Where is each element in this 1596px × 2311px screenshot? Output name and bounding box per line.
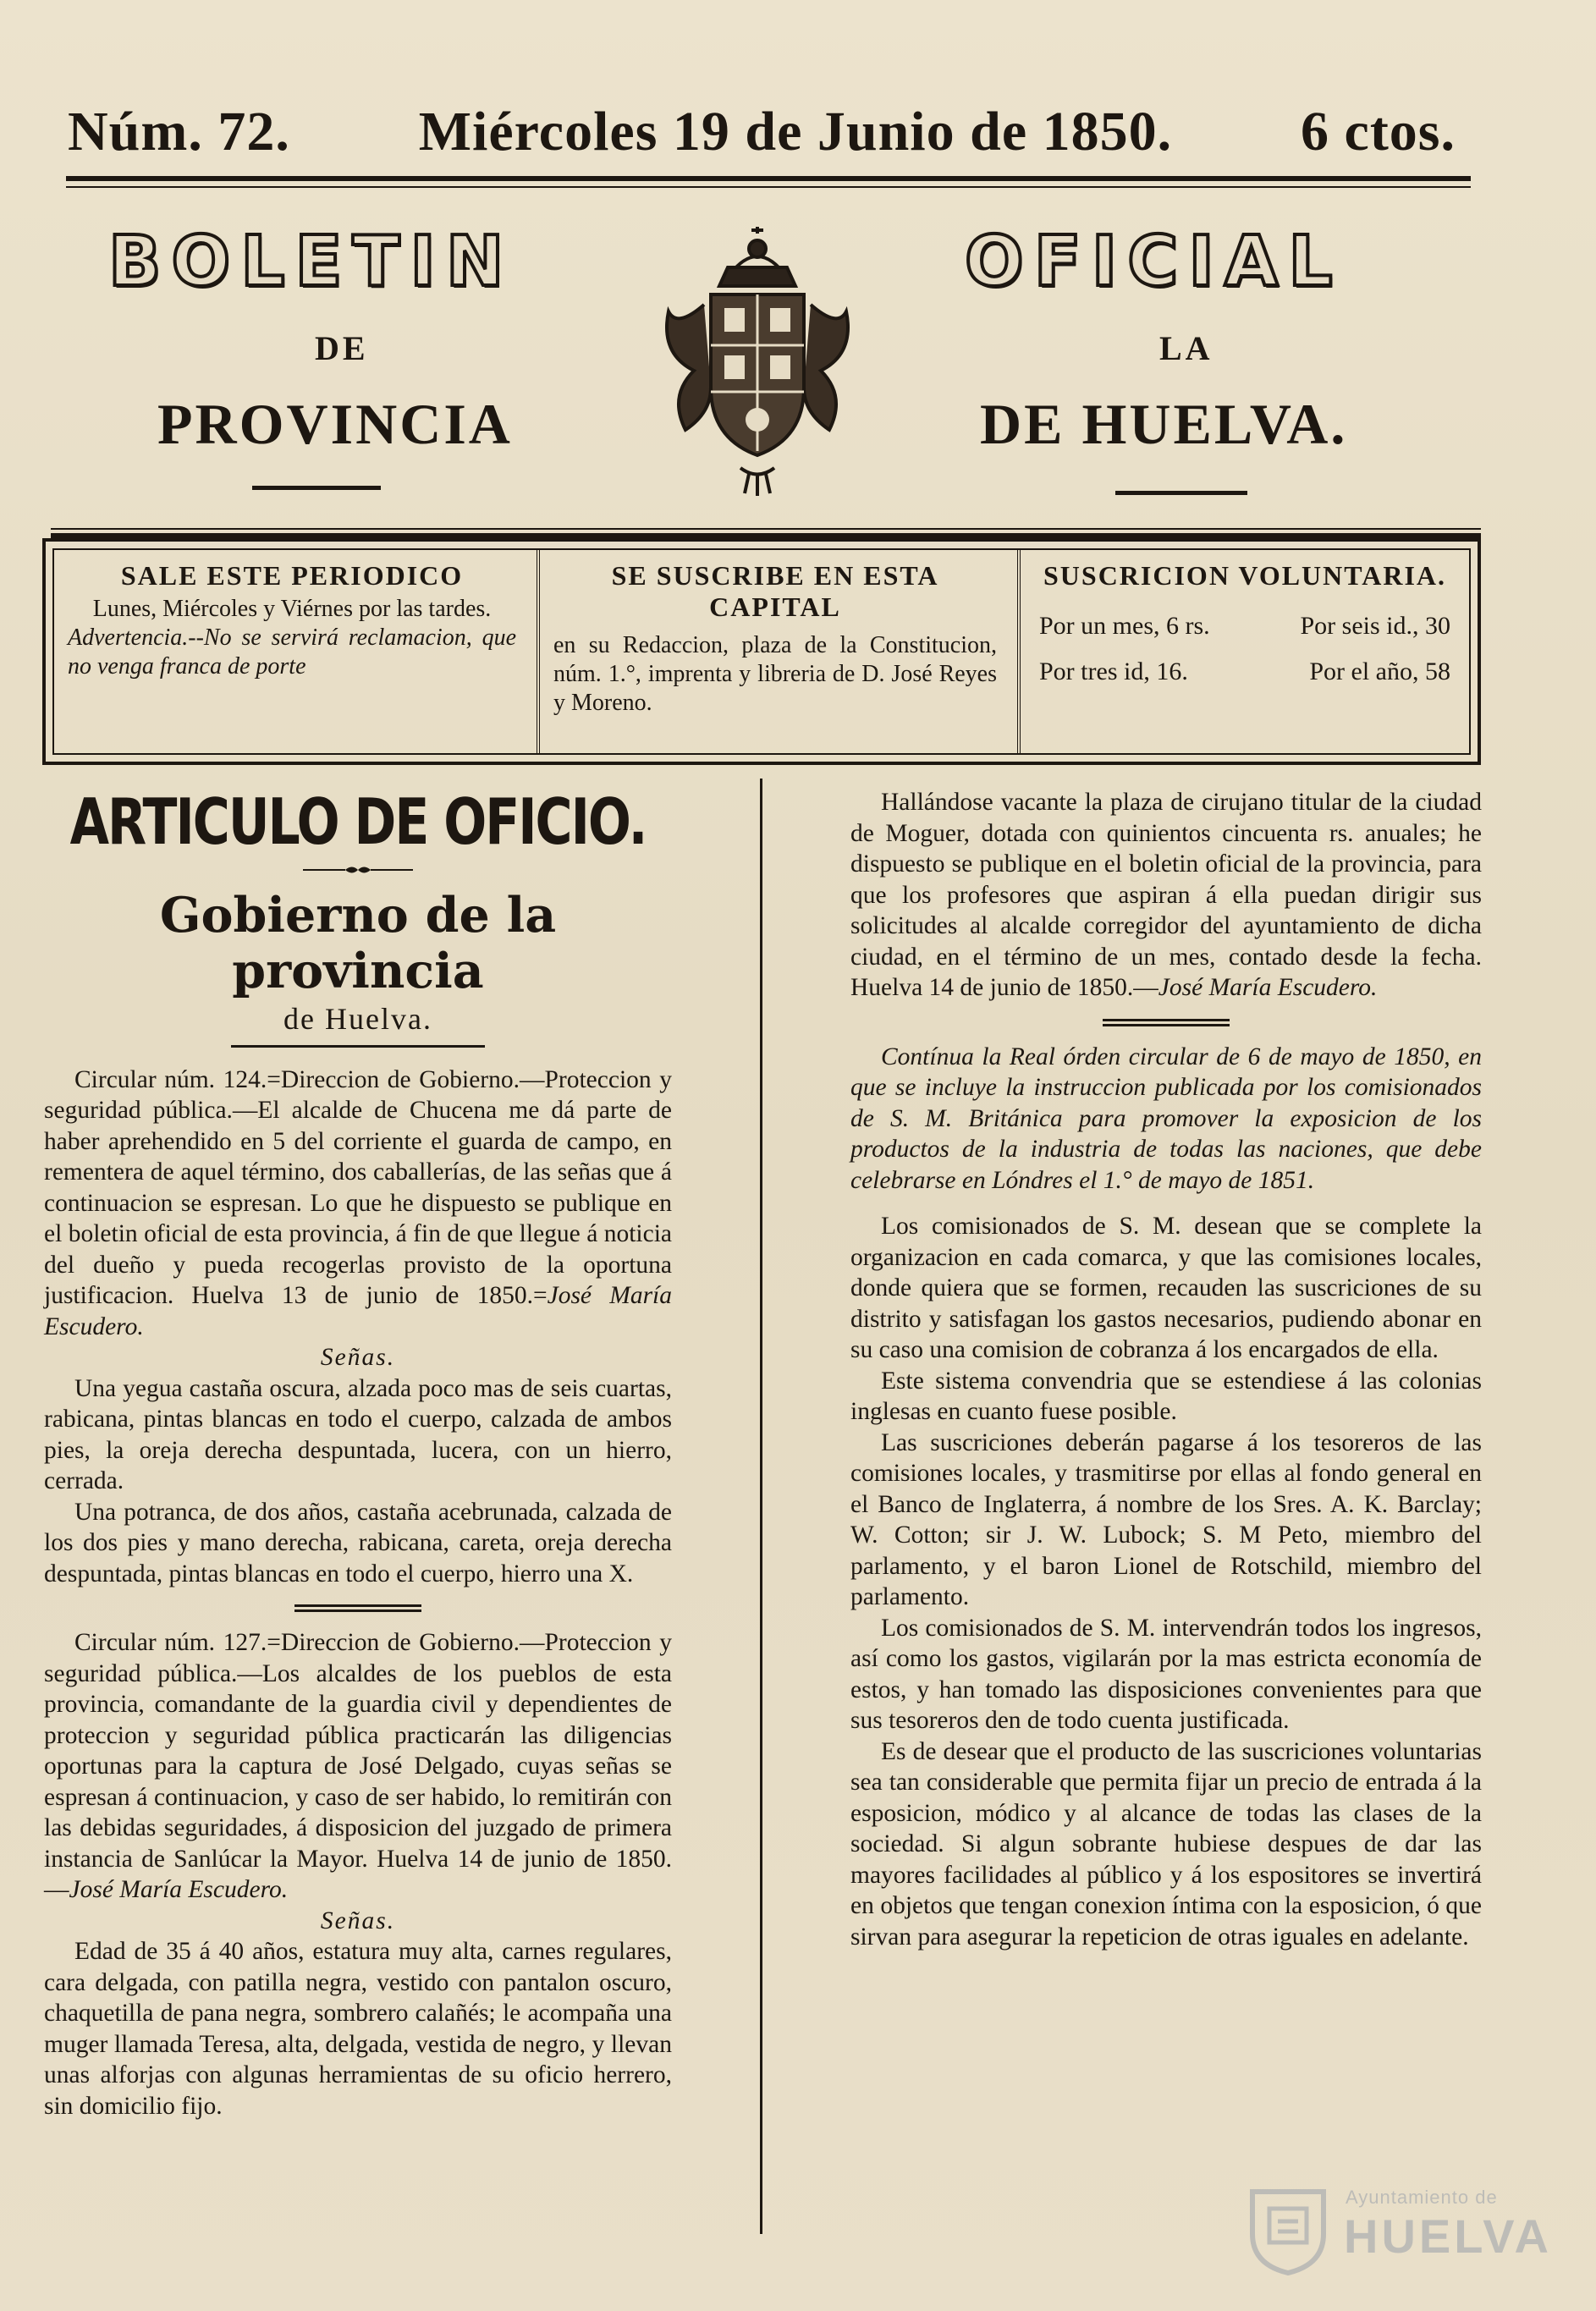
schedule-days: Lunes, Miércoles y Viérnes por las tardes.: [92, 596, 492, 622]
senas-heading-2: Señas.: [320, 1907, 396, 1934]
senas-potranca: Una potranca, de dos años, castaña acebrunada, calzada de los dos pies y mano derecha, rabicana, careta, oreja derecha despuntada, pintas blancas en todo el cuerpo, hierro una X.: [44, 1498, 672, 1587]
price-row-2: [1034, 649, 1456, 695]
subscription-info-box: [42, 538, 1481, 765]
masthead-provincia: PROVINCIA: [157, 392, 513, 456]
issue-date: Miércoles 19 de Junio de 1850.: [418, 101, 1173, 162]
price-six-months: Por seis id., 30: [1300, 612, 1450, 640]
location-heading: SE SUSCRIBE EN ESTA CAPITAL: [611, 560, 939, 622]
circular-124: [44, 1065, 672, 1343]
ayuntamiento-watermark: [1244, 2183, 1552, 2285]
senas-jose-delgado: Edad de 35 á 40 años, estatura muy alta, carnes regulares, cara delgada, con patilla negra, vestido con pantalon oscuro, chaquetilla de pana negra, sombrero calañés; le acompaña una muger llamada Teresa, alta, delgada, vestida de negro, y llevan unas alforjas con algunas herramientas de su oficio herrero, sin domicilio fijo.: [44, 1938, 672, 2120]
circular-124-signature: José María Escudero.: [44, 1282, 673, 1340]
left-column: [44, 787, 672, 2121]
paragraph-ingresos: Los comisionados de S. M. intervendrán todos los ingresos, así como los gastos, vigilarán por la mas estricta economía de estos, y han tomado las disposiciones convenientes para que sus tesoreros den de todo cuenta justificada.: [850, 1614, 1482, 1734]
subscription-location: [537, 550, 1010, 753]
circular-127-text: Circular núm. 127.=Direccion de Gobierno.—Proteccion y seguridad pública.—Los alcaldes de los pueblos de esta provincia, comandante de la guardia civil y dependientes de proteccion y seguridad pública practicarán las diligencias oportunas para la captura de José Delgado, cuyas señas se espresan á continuacion, y caso de ser habido, lo remitirán con las debidas seguridades, á disposicion del juzgado de primera instancia de Sanlúcar la Mayor. Huelva 14 de junio de 1850.—: [44, 1629, 672, 1903]
vacante-text: Hallándose vacante la plaza de cirujano titular de la ciudad de Moguer, dotada con quinientos cincuenta rs. anuales; he dispuesto se publique en el boletin oficial de la provincia, para que los profesores que aspiran á ella puedan dirigir sus solicitudes al alcalde corregidor del ayuntamiento de dicha ciudad, en el término de un mes, contado desde la fecha. Huelva 14 de junio de 1850.—: [850, 789, 1482, 1001]
masthead-oficial: OFICIAL: [965, 222, 1343, 302]
prices-heading: SUSCRICION VOLUNTARIA.: [1043, 560, 1447, 591]
watermark-main-text: HUELVA: [1344, 2209, 1552, 2263]
circular-124-text: Circular núm. 124.=Direccion de Gobierno.—Proteccion y seguridad pública.—El alcalde de Chucena me dá parte de haber aprehendido en 5 del corriente el guarda de campo, en rementera de aquel término, dos caballerías, de las señas que á continuacion se espresan. Lo que he dispuesto se publique en el boletin oficial de esta provincia, á fin de que llegue á noticia del dueño y pueda recogerlas provisto de la oportuna justificacion. Huelva 13 de junio de 1850.=: [44, 1065, 672, 1309]
masthead-la: LA: [1159, 329, 1214, 367]
watermark-top-text: Ayuntamiento de: [1346, 2187, 1498, 2208]
price-three-months: Por tres id, 16.: [1039, 658, 1188, 685]
price-yearly: Por el año, 58: [1309, 658, 1450, 685]
separator-rule-2: [1103, 1019, 1230, 1026]
paragraph-comisionados: Los comisionados de S. M. desean que se complete la organizacion en cada comarca, y que las comisiones locales, donde quiera que se formen, recauden las suscriciones de su distrito y satisfagan los gastos necesarios, pudiendo abonar en su caso una comision de cobranza á los encargados de ella.: [850, 1213, 1482, 1363]
schedule-notice: Advertencia.--No se servirá reclamacion, que no venga franca de porte: [68, 625, 516, 680]
schedule-heading: SALE ESTE PERIODICO: [120, 560, 464, 591]
location-text: en su Redaccion, plaza de la Constitucion, núm. 1.°, imprenta y libreria de D. José Reyes y Moreno.: [553, 632, 997, 716]
masthead-right-rule: [1115, 491, 1247, 495]
senas-heading-1: Señas.: [320, 1344, 396, 1371]
coat-of-arms-icon: [660, 227, 855, 498]
masthead-rule-thin: [51, 528, 1481, 530]
government-title: Gobierno de la provincia: [159, 886, 557, 999]
paragraph-entrada: Es de desear que el producto de las suscriciones voluntarias sea tan considerable que permita fijar un precio de entrada á la esposicion, módico y al alcance de todas las clases de la sociedad. Si algun sobrante hubiese despues de dar las mayores facilidades al público y á los espositores se invertirá en objetos que tengan conexion íntima con la esposicion, ó que sirvan para asegurar la repeticion de otras iguales en adelante.: [850, 1737, 1482, 1951]
price-monthly: Por un mes, 6 rs.: [1039, 612, 1210, 640]
separator-rule-1: [294, 1604, 421, 1612]
masthead-de: DE: [315, 329, 369, 367]
huelva-shield-icon: [1244, 2183, 1332, 2276]
issue-header: [68, 100, 1456, 164]
senas-yegua: Una yegua castaña oscura, alzada poco mas de seis cuartas, rabicana, pintas blancas en todo el cuerpo, calzada de ambos pies, la oreja derecha despuntada, lucera, con un hierro, cerrada.: [44, 1374, 672, 1494]
masthead-boletin: BOLETIN: [108, 222, 515, 302]
circular-127-signature: José María Escudero.: [69, 1876, 289, 1903]
real-orden-intro: Contínua la Real órden circular de 6 de mayo de 1850, en que se incluye la instruccion publicada por los comisionados de S. M. Británica para promover la exposicion de los productos de la industria de todas las naciones, que debe celebrarse en Lóndres el 1.° de mayo de 1851.: [850, 1043, 1482, 1194]
issue-price: 6 ctos.: [1301, 101, 1456, 162]
paragraph-suscriciones: Las suscriciones deberán pagarse á los tesoreros de las comisiones locales, y trasmitirse por ellas al fondo general en el Banco de Inglaterra, á nombre de los Sres. A. K. Barclay; W. Cotton; sir J. W. Lubock; S. M Peto, miembro del parlamento, y el baron Lionel de Rotschild, miembro del parlamento.: [850, 1428, 1482, 1610]
masthead-left-rule: [252, 486, 381, 490]
price-row-1: [1034, 603, 1456, 649]
publication-schedule: [54, 550, 530, 753]
flourish-ornament-icon: [303, 864, 413, 876]
issue-number: Núm. 72.: [68, 101, 290, 162]
info-box-inner: [52, 548, 1471, 755]
vacante-cirujano: [850, 787, 1482, 1004]
column-divider: [760, 779, 762, 2234]
circular-127: [44, 1627, 672, 1906]
vacante-signature: José María Escudero.: [1158, 974, 1378, 1001]
masthead-de-huelva: DE HUELVA.: [980, 392, 1348, 456]
header-rule-thin: [66, 186, 1471, 188]
paragraph-colonias: Este sistema convendria que se estendiese á las colonias inglesas en cuanto fuese posible.: [850, 1367, 1482, 1425]
government-rule: [231, 1045, 485, 1048]
voluntary-subscription: [1017, 550, 1469, 753]
section-title: ARTICULO DE OFICIO.: [69, 785, 647, 860]
government-subtitle: de Huelva.: [283, 1001, 432, 1036]
right-column: [850, 787, 1482, 1952]
header-rule-thick: [66, 176, 1471, 181]
